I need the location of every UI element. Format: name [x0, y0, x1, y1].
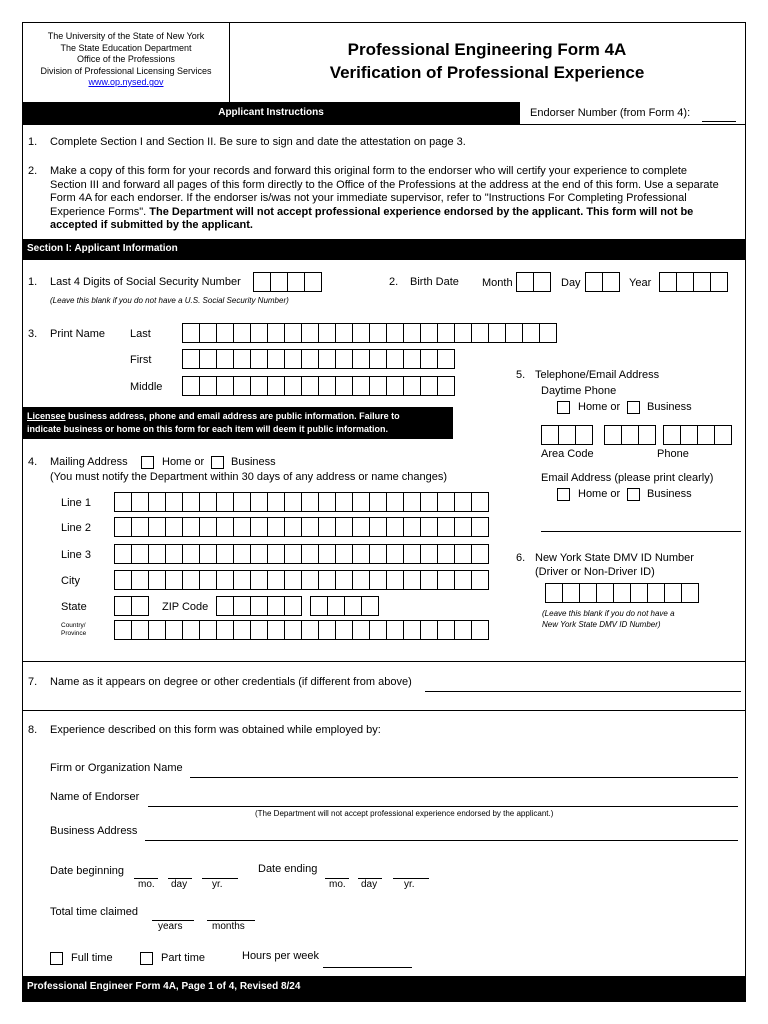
part-time-checkbox[interactable]: [140, 952, 153, 965]
dmv-note-line-1: (Leave this blank if you do not have a: [542, 609, 675, 618]
agency-line-4: Division of Professional Licensing Services: [40, 65, 212, 76]
country-label-line-1: Country/: [61, 622, 86, 629]
hours-label: Hours per week: [242, 950, 320, 962]
ssn-label: Last 4 Digits of Social Security Number: [50, 276, 241, 288]
endorser-number-field[interactable]: [702, 121, 736, 122]
total-time-label: Total time claimed: [50, 906, 139, 918]
zip-grid[interactable]: [216, 596, 302, 616]
footer-bar: [22, 976, 746, 1002]
begin-mo-label: mo.: [138, 879, 155, 890]
email-field[interactable]: [541, 531, 741, 532]
zip-ext-grid[interactable]: [310, 596, 379, 616]
item7-num: 7.: [28, 676, 38, 688]
phone-prefix-grid[interactable]: [604, 425, 656, 445]
credential-name-field[interactable]: [425, 691, 741, 692]
instruction-2-line-1: Make a copy of this form for your records and forward this original form to the endorser who will certify your experience to complete: [50, 165, 688, 177]
country-label-line-2: Province: [61, 630, 87, 637]
instruction-2-line-2: Section III and forward all pages of this form directly to the Office of the Professions at the address at the end of this form. Use a separate: [50, 178, 719, 191]
instruction-1: Complete Section I and Section II. Be sure to sign and date the attestation on page 3.: [50, 136, 466, 148]
licensee-notice: [22, 407, 453, 439]
tel-label: Telephone/Email Address: [535, 369, 660, 381]
mail-num: 4.: [28, 456, 38, 468]
email-business-label: Business: [647, 488, 692, 500]
header-divider: [229, 22, 230, 102]
item7-bottom-rule: [22, 710, 746, 711]
address-line2-grid[interactable]: [114, 517, 489, 537]
full-time-label: Full time: [71, 952, 113, 964]
dmv-note-line-2: New York State DMV ID Number): [542, 620, 661, 629]
mail-home-label: Home or: [162, 456, 205, 468]
state-grid[interactable]: [114, 596, 149, 616]
item7-label: Name as it appears on degree or other credentials (if different from above): [50, 676, 412, 688]
last-name-label: Last: [130, 328, 151, 340]
instructions-title: Applicant Instructions: [218, 107, 324, 118]
date-beginning-label: Date beginning: [50, 865, 125, 877]
line3-label: Line 3: [61, 549, 91, 561]
frame-right: [745, 22, 746, 1002]
instruction-2-warning-end: accepted if submitted by the applicant.: [50, 219, 253, 232]
dmv-note: [542, 608, 675, 630]
years-label: years: [158, 921, 183, 932]
form-title: Professional Engineering Form 4A: [347, 40, 627, 59]
area-code-label: Area Code: [541, 448, 594, 460]
endorser-label: Name of Endorser: [50, 791, 140, 803]
email-label: Email Address (please print clearly): [541, 472, 714, 484]
frame-top: [22, 22, 746, 23]
zip-label: ZIP Code: [162, 601, 209, 613]
begin-yr-label: yr.: [212, 879, 223, 890]
business-address-label: Business Address: [50, 825, 138, 837]
day-label: Day: [561, 277, 581, 289]
ssn-num: 1.: [28, 276, 38, 288]
instructions-bar: [22, 102, 520, 124]
agency-line-3: Office of the Professions: [77, 54, 175, 64]
endorser-note: (The Department will not accept professional experience endorsed by the applicant.): [255, 809, 554, 818]
business-address-field[interactable]: [145, 840, 738, 841]
dmv-grid[interactable]: [545, 583, 699, 603]
section1-title: Section I: Applicant Information: [27, 243, 178, 254]
birth-num: 2.: [389, 276, 399, 288]
middle-name-grid[interactable]: [182, 376, 455, 396]
middle-name-label: Middle: [130, 381, 163, 393]
licensee-word: Licensee: [27, 411, 66, 421]
dmv-sub: (Driver or Non-Driver ID): [535, 566, 655, 578]
dmv-label: New York State DMV ID Number: [535, 552, 694, 564]
website-link[interactable]: www.op.nysed.gov: [88, 77, 164, 87]
state-label: State: [61, 601, 87, 613]
mail-label: Mailing Address: [50, 456, 128, 468]
email-home-checkbox[interactable]: [557, 488, 570, 501]
birth-label: Birth Date: [410, 276, 459, 288]
mail-business-label: Business: [231, 456, 276, 468]
date-ending-label: Date ending: [258, 863, 318, 875]
instruction-2-line-4: Experience Forms".: [50, 205, 150, 218]
tel-num: 5.: [516, 369, 526, 381]
phone-label: Phone: [657, 448, 689, 460]
form-subtitle: Verification of Professional Experience: [329, 63, 645, 82]
footer-text: Professional Engineer Form 4A, Page 1 of 4, Revised 8/24: [27, 981, 301, 992]
first-name-label: First: [130, 354, 152, 366]
name-num: 3.: [28, 328, 38, 340]
part-time-label: Part time: [161, 952, 206, 964]
year-label: Year: [629, 277, 652, 289]
birth-day-grid[interactable]: [585, 272, 620, 292]
line2-label: Line 2: [61, 522, 91, 534]
item8-num: 8.: [28, 724, 38, 736]
birth-month-grid[interactable]: [516, 272, 551, 292]
begin-day-label: day: [171, 879, 188, 890]
month-label: Month: [482, 277, 513, 289]
hours-field[interactable]: [323, 967, 412, 968]
full-time-checkbox[interactable]: [50, 952, 63, 965]
area-code-grid[interactable]: [541, 425, 593, 445]
name-label: Print Name: [50, 328, 106, 340]
endorser-field[interactable]: [148, 806, 738, 807]
country-label: [61, 622, 86, 638]
phone-line-grid[interactable]: [663, 425, 732, 445]
country-grid[interactable]: [114, 620, 489, 640]
firm-label: Firm or Organization Name: [50, 762, 183, 774]
ssn-grid[interactable]: [253, 272, 322, 292]
instruction-2-warning: The Department will not accept professional experience endorsed by the applicant. This form will not be: [149, 205, 694, 218]
mail-home-checkbox[interactable]: [141, 456, 154, 469]
dmv-num: 6.: [516, 552, 526, 564]
email-business-checkbox[interactable]: [627, 488, 640, 501]
first-name-grid[interactable]: [182, 349, 455, 369]
frame-left: [22, 22, 23, 1002]
ssn-note: (Leave this blank if you do not have a U.S. Social Security Number): [50, 296, 289, 305]
end-mo-label: mo.: [329, 879, 346, 890]
firm-field[interactable]: [190, 777, 738, 778]
address-line1-grid[interactable]: [114, 492, 489, 512]
phone-home-label: Home or: [578, 401, 621, 413]
item8-label: Experience described on this form was obtained while employed by:: [50, 724, 381, 736]
end-day-label: day: [361, 879, 378, 890]
city-label: City: [61, 575, 80, 587]
endorser-number-label: Endorser Number (from Form 4):: [530, 107, 691, 119]
agency-line-1: The University of the State of New York: [47, 31, 205, 41]
agency-line-2: The State Education Department: [60, 42, 192, 53]
licensee-line-1: business address, phone and email address are public information. Failure to: [65, 411, 400, 421]
mail-note: (You must notify the Department within 30 days of any address or name changes): [50, 471, 448, 483]
instruction-2-num: 2.: [28, 165, 38, 177]
instructions-bottom-rule: [22, 124, 746, 125]
end-yr-label: yr.: [404, 879, 415, 890]
instruction-1-num: 1.: [28, 136, 38, 148]
phone-business-label: Business: [647, 401, 692, 413]
licensee-line-2: indicate business or home on this form for each item will deem it public information.: [27, 424, 389, 434]
instruction-2-line-3: Form 4A for each endorser. If the endorser is/was not your immediate supervisor, refer to "Instructions For Completing Professional: [50, 192, 687, 205]
section1-bottom-rule: [22, 661, 746, 662]
daytime-phone-label: Daytime Phone: [541, 385, 617, 397]
phone-home-checkbox[interactable]: [557, 401, 570, 414]
agency-block: [24, 31, 228, 89]
phone-business-checkbox[interactable]: [627, 401, 640, 414]
last-name-grid[interactable]: [182, 323, 557, 343]
address-line3-grid[interactable]: [114, 544, 489, 564]
birth-year-grid[interactable]: [659, 272, 728, 292]
email-home-label: Home or: [578, 488, 621, 500]
instruction-2: [50, 165, 744, 233]
mail-business-checkbox[interactable]: [211, 456, 224, 469]
section1-bar: [22, 239, 746, 260]
city-grid[interactable]: [114, 570, 489, 590]
line1-label: Line 1: [61, 497, 91, 509]
months-label: months: [212, 921, 245, 932]
